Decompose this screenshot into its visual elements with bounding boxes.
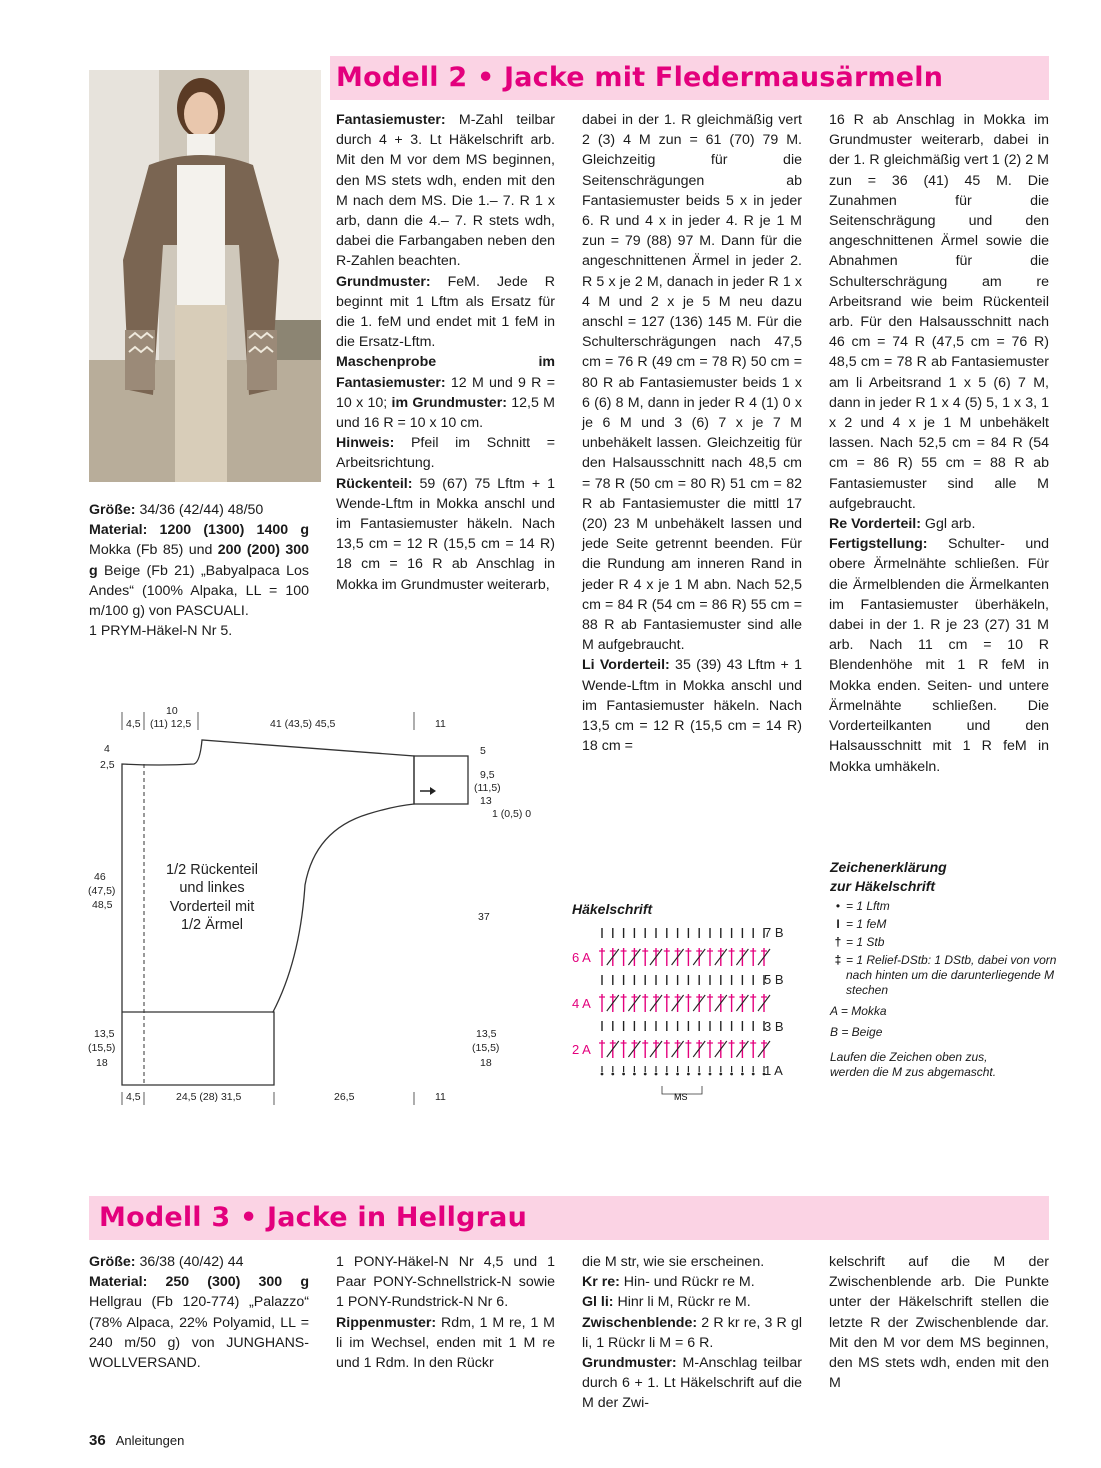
m3-grund-label: Grundmuster:: [582, 1355, 677, 1372]
section-name: Anleitungen: [115, 1433, 185, 1448]
legend: [830, 858, 1070, 1080]
m3-zwischen-paragraph: [582, 1313, 802, 1353]
dim-left-4: 4: [104, 743, 110, 755]
dim-top-11: 11: [435, 718, 446, 730]
li-vorderteil-paragraph: [582, 655, 802, 756]
m3-rippen-continued: die M str, wie sie erscheinen.: [582, 1254, 765, 1270]
m3-groesse-paragraph: [89, 1252, 309, 1272]
m3-zwischen-text: 2 R kr re, 3 R gl li, 1 Rückr li M = 6 R.: [582, 1314, 802, 1351]
title-modell-2: Modell 2 • Jacke mit Fledermausärmeln: [336, 62, 944, 93]
model-photo: [89, 70, 321, 482]
legend-b: B = Beige: [830, 1025, 883, 1039]
hinweis-text: Pfeil im Schnitt = Arbeitsrichtung.: [336, 435, 555, 472]
row-5-label: 5 B: [764, 972, 784, 987]
dim-top-4-5: 4,5: [126, 718, 141, 730]
fertigstellung-paragraph: [829, 534, 1049, 776]
legend-title-2: zur Häkelschrift: [830, 878, 936, 894]
m3-groesse-value: 36/38 (40/42) 44: [135, 1254, 244, 1270]
hinweis-paragraph: [336, 433, 555, 473]
m3-rippen-text: Rdm, 1 M re, 1 M li im Wechsel, enden mit 1 M re und 1 Rdm. In den Rückr: [336, 1314, 555, 1372]
li-vorderteil-continued: 16 R ab Anschlag in Mokka im Grundmuster weiterarb, dabei in der 1. R gleichmäßig vert 1 (2) 2 M zun = 36 (41) 45 M. Die Zunahmen für die Seitenschrägung und den angeschnittenen Ärmel sowie die Abnahmen für die Schulterschrägung am re Arbeitsrand wie beim Rückenteil arb. Für den Halsausschnitt nach 46 cm = 74 R (47,5 cm = 76 R) 48,5 cm = 78 R ab Fantasiemuster am li Arbeitsrand 1 x 5 (6) 7 M, dann in jeder R 1 x 4 (5) 5, 1 x 3, 1 x 2 und 4 x je 1 M unbehäkelt lassen. Nach 52,5 cm = 84 R (54 cm = 86 R) 55 cm = 88 R ab Fantasiemuster sind alle M aufgebraucht.: [829, 112, 1049, 512]
legend-row-a: [830, 1004, 1070, 1019]
page-number: 36: [89, 1432, 106, 1449]
rueckenteil-label: Rückenteil:: [336, 475, 413, 492]
dim-left-13-5: 13,5: [94, 1028, 115, 1040]
m3-material-text: Hellgrau (Fb 120-774) „Palazzo“ (78% Alpaca, 22% Polyamid, LL = 240 m/50 g) von JUNGHANS-WOLLVERSAND.: [89, 1294, 309, 1372]
legend-lftm: = 1 Lftm: [846, 899, 890, 913]
legend-stb: = 1 Stb: [846, 935, 885, 949]
material-label: Material: 1200 (1300) 1400 g: [89, 522, 309, 539]
dim-right-13-5: 13,5: [476, 1028, 497, 1040]
m3-glli-text: Hinr li M, Rückr re M.: [613, 1294, 751, 1311]
dim-bottom-26-5: 26,5: [334, 1091, 355, 1103]
column-3-modell-2: [582, 110, 802, 757]
fantasiemuster-label: Fantasiemuster:: [336, 112, 446, 128]
m3-glli-paragraph: [582, 1292, 802, 1312]
dim-right-1: 1 (0,5) 0: [492, 808, 532, 820]
material-text-3: Beige (Fb 21) „Babyalpaca Los Andes“ (100% Alpaka, LL = 100 m/100 g) von PASCUALI.: [89, 562, 309, 620]
legend-a: A = Mokka: [830, 1004, 887, 1018]
haekelschrift-chart: [566, 918, 806, 1110]
grundmuster-paragraph: [336, 272, 555, 353]
dim-right-5: 5: [480, 745, 486, 757]
groesse-value: 34/36 (42/44) 48/50: [135, 502, 264, 518]
m3-needles: 1 PONY-Häkel-N Nr 4,5 und 1 Paar PONY-Schnellstrick-N sowie 1 PONY-Rundstrick-N Nr 6.: [336, 1254, 555, 1311]
fertigstellung-label: Fertigstellung:: [829, 536, 928, 553]
fem-icon: I: [836, 917, 840, 931]
legend-title-1: Zeichenerklärung: [830, 859, 947, 875]
row-2-label: 2 A: [572, 1042, 591, 1057]
legend-row-lftm: [830, 899, 1070, 914]
legend-fem: = 1 feM: [846, 917, 887, 931]
rueckenteil-continued: dabei in der 1. R gleichmäßig vert 2 (3) 4 M zun = 61 (70) 79 M. Gleichzeitig für die Seitenschrägungen ab Fantasiemuster beids 5 x in jeder 6. R und 4 x in jeder 4. R je 1 M zun = 79 (88) 97 M. Dann für die angeschnittenen Ärmel in jeder 2. R 5 x je 2 M, danach in jeder R 1 x 4 M und 2 x je 5 M neu dazu anschl = 127 (136) 145 M. Für die Schulterschrägungen nach 47,5 cm = 76 R (49 cm = 78 R) 50 cm = 80 R ab Fantasiemuster beids 1 x 6 (6) 8 M, dann in jeder R 4 (1) 0 x je 6 M und 3 (6) 7 x je 7 M unbehäkelt lassen. Gleichzeitig für den Halsausschnitt nach 48,5 cm = 78 R (50 cm = 80 R) 51 cm = 82 R ab Fantasiemuster die mittl 17 (20) 23 M unbehäkelt lassen und jede Seite getrennt beenden. Für die Rundung am inneren Rand in jeder R 4 x je 1 M abn. Nach 52,5 cm = 84 R (54 cm = 86 R) 55 cm = 88 R ab Fantasiemuster sind alle M aufgebraucht.: [582, 112, 802, 654]
legend-row-fem: [830, 917, 1070, 932]
dim-top-10: 10: [166, 705, 178, 717]
maschenprobe-text-2: 12,5 M und 16 R = 10 x 10 cm.: [336, 394, 555, 432]
pattern-schematic: [80, 700, 560, 1120]
m3-material-paragraph: [89, 1272, 309, 1373]
column-3-modell-3: [582, 1252, 802, 1414]
dim-right-18: 18: [480, 1057, 492, 1069]
maschenprobe-label: Maschenprobe im Fantasiemuster:: [336, 354, 555, 391]
column-4-modell-2: [829, 110, 1049, 777]
groesse-paragraph: [89, 500, 309, 520]
grundmuster-label: Grundmuster:: [336, 273, 431, 290]
dim-bottom-4-5: 4,5: [126, 1091, 141, 1103]
dim-bottom-11: 11: [435, 1091, 446, 1103]
legend-row-b: [830, 1025, 1070, 1040]
m3-krre-text: Hin- und Rückr re M.: [619, 1274, 755, 1291]
re-vorderteil-text: Ggl arb.: [920, 516, 976, 533]
dim-left-47-5: (47,5): [88, 885, 116, 897]
re-vorderteil-paragraph: [829, 514, 1049, 534]
m3-krre-label: Kr re:: [582, 1274, 620, 1291]
relief-dstb-icon: ‡: [834, 953, 842, 967]
maschenprobe-label-2: im Grundmuster:: [391, 394, 507, 411]
row-1-label: 1 A: [764, 1063, 783, 1078]
m3-zwischen-label: Zwischenblende:: [582, 1314, 698, 1331]
m3-rippen-label: Rippenmuster:: [336, 1314, 437, 1331]
column-1-modell-2: [89, 500, 309, 641]
column-1-modell-3: [89, 1252, 309, 1373]
schema-label-3: Vorderteil mit: [169, 899, 255, 915]
page-footer: [89, 1432, 184, 1449]
grundmuster-text: FeM. Jede R beginnt mit 1 Lftm als Ersatz für die 1. feM und endet mit 1 feM in die Ersatz-Lftm.: [336, 273, 555, 351]
dim-left-2-5: 2,5: [100, 759, 115, 771]
dim-right-15-5: (15,5): [472, 1042, 500, 1054]
m3-glli-label: Gl li:: [582, 1294, 614, 1311]
material-amount-2: 200 (200) 300 g: [89, 542, 309, 579]
li-vorderteil-text: 35 (39) 43 Lftm + 1 Wende-Lftm in Mokka anschl und im Fantasiemuster häkeln. Nach 13,5 cm = 12 R (15,5 cm = 14 R) 18 cm =: [582, 657, 802, 755]
maschenprobe-text-1: 12 M und 9 R = 10 x 10;: [336, 374, 555, 411]
rueckenteil-text: 59 (67) 75 Lftm + 1 Wende-Lftm in Mokka anschl und im Fantasiemuster häkeln. Nach 13,5 cm = 12 R (15,5 cm = 14 R) 18 cm = 16 R ab Anschlag in Mokka im Grundmuster weiterarb,: [336, 475, 555, 593]
dim-right-11-5: (11,5): [474, 782, 501, 794]
material-paragraph: [89, 520, 309, 621]
row-4-label: 4 A: [572, 996, 591, 1011]
fantasiemuster-text: M-Zahl teilbar durch 4 + 3. Lt Häkelschrift arb. Mit den M vor dem MS beginnen, den MS stets wdh, enden mit den M nach dem MS. Die 1.– 7. R 1 x arb, dann die 4.– 7. R stets wdh, dabei die Farbangaben neben den R-Zahlen beachten.: [336, 112, 555, 270]
hinweis-label: Hinweis:: [336, 435, 395, 452]
m3-groesse-label: Größe:: [89, 1254, 136, 1270]
stb-icon: †: [834, 935, 842, 949]
m3-krre-paragraph: [582, 1272, 802, 1292]
m3-grund-text: M-Anschlag teilbar durch 6 + 1. Lt Häkelschrift auf die M der Zwi-: [582, 1355, 802, 1412]
li-vorderteil-label: Li Vorderteil:: [582, 657, 670, 674]
title-modell-3: Modell 3 • Jacke in Hellgrau: [99, 1202, 528, 1233]
ms-label: MS: [674, 1092, 688, 1102]
column-4-modell-3: [829, 1252, 1049, 1393]
m3-rippen-paragraph: [336, 1313, 555, 1374]
column-2-modell-3: [336, 1252, 555, 1373]
fertigstellung-text: Schulter- und obere Ärmelnähte schließen. Für die Ärmelblenden die Ärmelkanten im Fantasiemuster überhäkeln, dabei in der 1. R je 23 (27) 31 M arb. Nach 11 cm = 10 R Blendenhöhe mit 1 R feM in Mokka enden. Seiten- und untere Ärmelnähte schließen. Die Vorderteilkanten und den Halsausschnitt mit 1 R feM in Mokka umhäkeln.: [829, 536, 1049, 775]
column-2-modell-2: [336, 110, 555, 595]
row-3-label: 3 B: [764, 1019, 784, 1034]
dim-bottom-24-5: 24,5 (28) 31,5: [176, 1091, 242, 1103]
haekelschrift-title: Häkelschrift: [572, 901, 653, 917]
legend-note: Laufen die Zeichen oben zus, werden die M zus abgemascht.: [830, 1050, 997, 1079]
dim-right-13: 13: [480, 795, 492, 807]
title-banner-modell-2: [330, 56, 1049, 100]
maschenprobe-paragraph: [336, 352, 555, 433]
schema-label-4: 1/2 Ärmel: [180, 917, 244, 933]
dim-right-37: 37: [478, 911, 490, 923]
dim-right-9-5: 9,5: [480, 769, 495, 781]
dim-left-48-5: 48,5: [92, 899, 113, 911]
material-text-1: Mokka (Fb 85) und: [89, 542, 218, 559]
rueckenteil-paragraph: [336, 474, 555, 595]
model-photo-illustration: [89, 70, 321, 482]
row-7-label: 7 B: [764, 925, 784, 940]
dim-left-15-5: (15,5): [88, 1042, 116, 1054]
dim-left-18: 18: [96, 1057, 108, 1069]
legend-row-stb: [830, 935, 1070, 950]
schema-label-2: und linkes: [179, 880, 245, 896]
dim-top-11-12-5: (11) 12,5: [150, 718, 192, 730]
schema-label-1: 1/2 Rückenteil: [166, 862, 258, 878]
lftm-icon: •: [835, 899, 841, 913]
dim-top-41: 41 (43,5) 45,5: [270, 718, 336, 730]
dim-left-46: 46: [94, 871, 106, 883]
groesse-label: Größe:: [89, 502, 136, 518]
title-banner-modell-3: [89, 1196, 1049, 1240]
material-needle: 1 PRYM-Häkel-N Nr 5.: [89, 623, 233, 640]
row-6-label: 6 A: [572, 950, 591, 965]
fantasiemuster-paragraph: [336, 110, 555, 272]
m3-material-label: Material: 250 (300) 300 g: [89, 1274, 309, 1291]
re-vorderteil-label: Re Vorderteil:: [829, 516, 921, 533]
m3-grund-paragraph: [582, 1353, 802, 1414]
legend-row-relief: [830, 953, 1070, 998]
m3-col4-text: kelschrift auf die M der Zwischenblende arb. Die Punkte unter der Häkelschrift stellen die letzte R der Zwischenblende dar. Mit den M vor dem MS beginnen, den MS stets wdh, enden mit den M: [829, 1254, 1049, 1392]
legend-relief: = 1 Relief-DStb: 1 DStb, dabei von vorn nach hinten um die darunterliegende M stechen: [846, 953, 1057, 997]
